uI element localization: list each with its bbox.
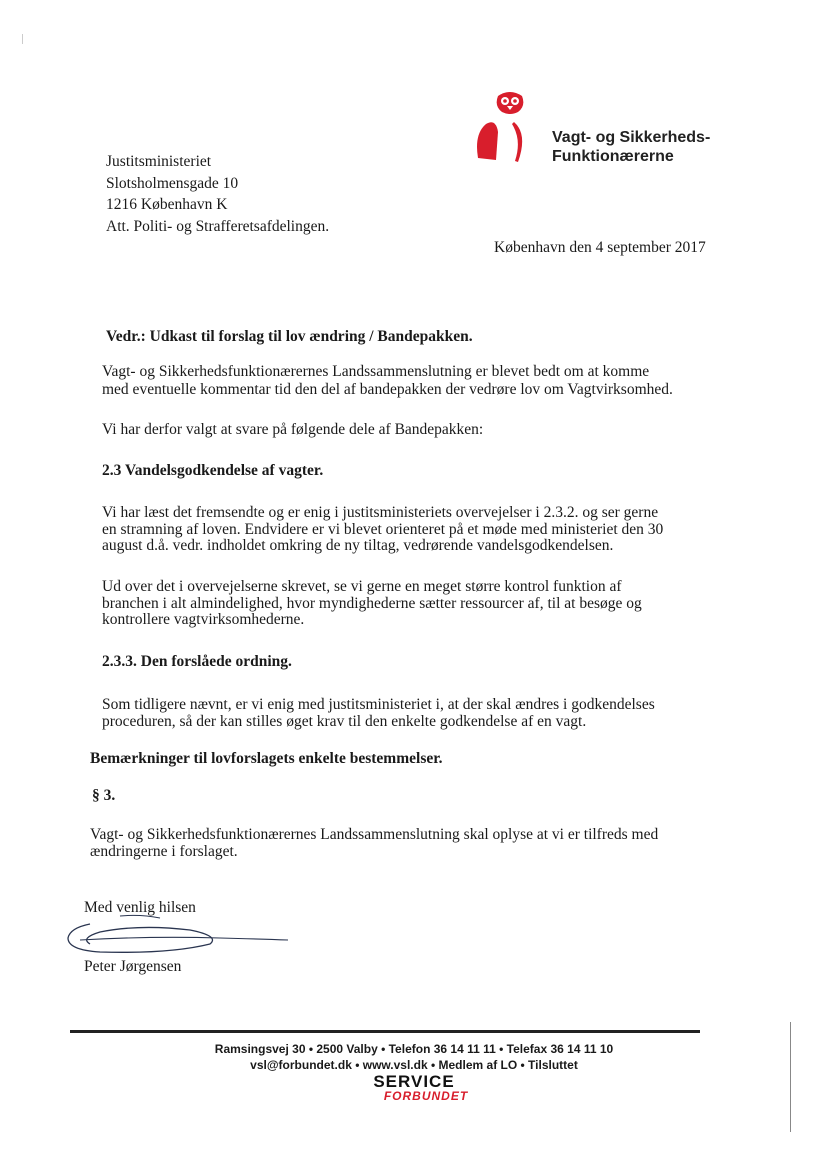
paragraph-4	[90, 827, 658, 860]
paragraph-line: Som tidligere nævnt, er vi enig med justitsministeriet i, at der skal ændres i godkendelses	[102, 696, 655, 713]
signer-name: Peter Jørgensen	[84, 958, 182, 975]
choice-paragraph	[102, 422, 483, 439]
scan-edge-mark	[22, 34, 23, 44]
paragraph-line: en stramning af loven. Endvidere er vi blevet orienteret på et møde med ministeriet den 30	[102, 520, 664, 538]
paragraph-line: Vagt- og Sikkerhedsfunktionærernes Landssammenslutning skal oplyse at vi er tilfreds med	[90, 826, 659, 843]
recipient-line: 1216 København K	[106, 196, 228, 213]
section-heading-2-3: 2.3 Vandelsgodkendelse af vagter.	[102, 462, 324, 479]
logo-word-service: SERVICE	[373, 1072, 455, 1091]
scan-edge-line	[790, 1022, 791, 1132]
paragraph-line: med eventuelle kommentar tid den del af bandepakken der vedrøre lov om Vagtvirksomhed.	[102, 380, 673, 398]
section-heading-remarks: Bemærkninger til lovforslagets enkelte bestemmelser.	[90, 750, 443, 767]
recipient-line: Slotsholmensgade 10	[106, 174, 239, 192]
recipient-line: Justitsministeriet	[106, 153, 212, 170]
closing-phrase: Med venlig hilsen	[84, 899, 196, 916]
section-heading-paragraph-3: § 3.	[92, 787, 116, 804]
footer-contact: vsl@forbundet.dk • www.vsl.dk • Medlem af LO • Tilsluttet	[250, 1058, 578, 1072]
paragraph-line: branchen i alt almindelighed, hvor myndighederne sætter ressourcer af, til at besøge og	[102, 594, 642, 612]
intro-paragraph	[102, 364, 673, 398]
organization-name-line2: Funktionærerne	[552, 148, 674, 165]
serviceforbundet-logo	[0, 1074, 828, 1102]
paragraph-line: Vagt- og Sikkerhedsfunktionærernes Landssammenslutning er blevet bedt om at komme	[102, 363, 650, 380]
paragraph-3	[102, 697, 655, 730]
paragraph-line: kontrollere vagtvirksomhederne.	[102, 611, 305, 628]
footer-address: Ramsingsvej 30 • 2500 Valby • Telefon 36 14 11 11 • Telefax 36 14 11 10	[214, 1042, 614, 1056]
paragraph-1	[102, 505, 663, 555]
recipient-address	[106, 151, 329, 237]
footer-divider	[70, 1030, 700, 1033]
organization-name-line1: Vagt- og Sikkerheds-	[552, 129, 711, 146]
paragraph-line: Ud over det i overvejelserne skrevet, se vi gerne en meget større kontrol funktion af	[102, 578, 622, 595]
organization-name	[552, 128, 710, 166]
paragraph-line: Vi har derfor valgt at svare på følgende dele af Bandepakken:	[102, 421, 484, 438]
paragraph-line: august d.å. vedr. indholdet omkring de ny tiltag, vedrørende vandelsgodkendelsen.	[102, 537, 614, 554]
logo-word-forbundet: FORBUNDET	[383, 1089, 469, 1103]
recipient-line: Att. Politi- og Strafferetsafdelingen.	[106, 217, 330, 235]
letter-date: København den 4 september 2017	[494, 239, 706, 256]
owl-logo-icon	[470, 86, 540, 166]
letter-subject: Vedr.: Udkast til forslag til lov ændring / Bandepakken.	[106, 328, 473, 345]
section-heading-2-3-3: 2.3.3. Den forslåede ordning.	[102, 653, 292, 670]
paragraph-line: proceduren, så der kan stilles øget krav til den enkelte godkendelse af en vagt.	[102, 712, 587, 730]
paragraph-line: Vi har læst det fremsendte og er enig i justitsministeriets overvejelser i 2.3.2. og ser gerne	[102, 504, 659, 521]
paragraph-line: ændringerne i forslaget.	[90, 842, 238, 860]
handwritten-signature-icon	[60, 914, 290, 960]
paragraph-2	[102, 579, 642, 629]
